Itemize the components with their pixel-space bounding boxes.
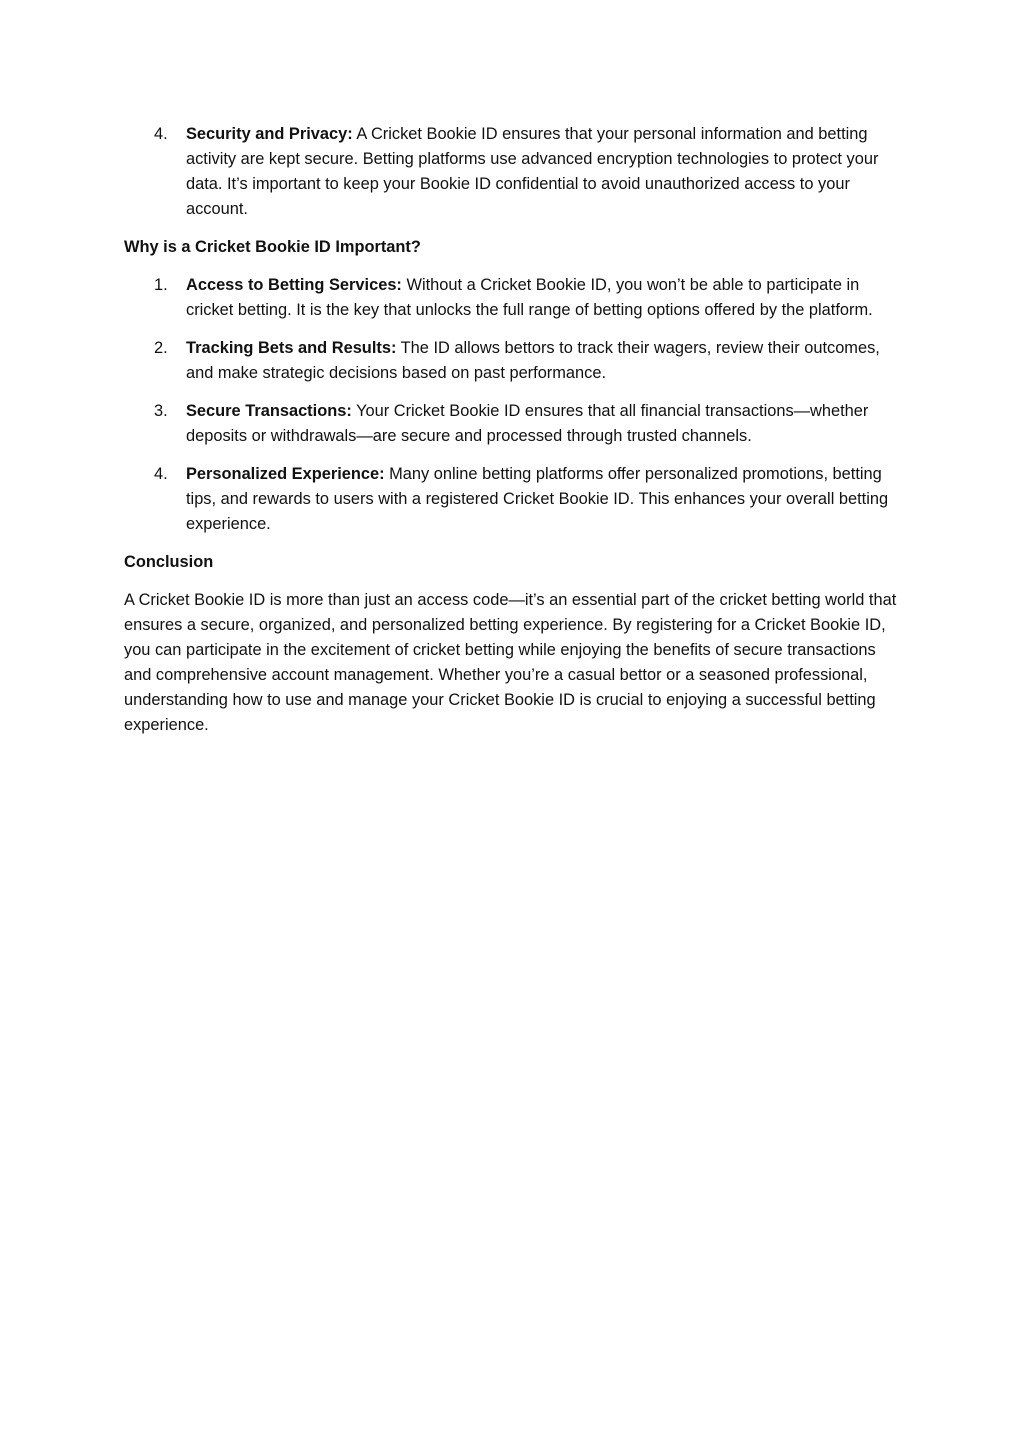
conclusion-paragraph: A Cricket Bookie ID is more than just an access code—it’s an essential part of the cricket betting world that ensures a secure, organized, and personalized betting experience. By registering for a Cricket Bookie ID, you can participate in the excitement of cricket betting while enjoying the benefits of secure transactions and comprehensive account management. Whether you’re a casual bettor or a seasoned professional, understanding how to use and manage your Cricket Bookie ID is crucial to enjoying a successful betting experience. xyxy=(124,591,897,734)
list-number: 4. xyxy=(154,125,168,143)
list-item-title: Secure Transactions: xyxy=(186,402,352,420)
list-item xyxy=(124,122,899,222)
list-item-title: Tracking Bets and Results: xyxy=(186,339,397,357)
list-item-text: Without a Cricket Bookie ID, you won’t be able to participate in cricket betting. It is the key that unlocks the full range of betting options offered by the platform. xyxy=(186,276,873,319)
section-heading-why: Why is a Cricket Bookie ID Important? xyxy=(124,238,421,256)
list-item-title: Personalized Experience: xyxy=(186,465,385,483)
section-heading-conclusion: Conclusion xyxy=(124,553,214,571)
list-number: 1. xyxy=(154,276,168,294)
list-item-title: Access to Betting Services: xyxy=(186,276,402,294)
list-item-text: The ID allows bettors to track their wagers, review their outcomes, and make strategic decisions based on past performance. xyxy=(186,339,880,382)
list-item-text: Many online betting platforms offer personalized promotions, betting tips, and rewards to users with a registered Cricket Bookie ID. This enhances your overall betting experience. xyxy=(186,465,889,533)
document-page xyxy=(124,122,899,738)
security-list xyxy=(124,122,899,222)
list-item-text: A Cricket Bookie ID ensures that your personal information and betting activity are kept secure. Betting platforms use advanced encryption technologies to protect your data. It’s important to keep your Bookie ID confidential to avoid unauthorized access to your account. xyxy=(186,125,879,218)
list-item xyxy=(124,273,899,323)
list-number: 3. xyxy=(154,402,168,420)
list-item xyxy=(124,399,899,449)
list-number: 2. xyxy=(154,339,168,357)
list-item-title: Security and Privacy: xyxy=(186,125,353,143)
list-item-text: Your Cricket Bookie ID ensures that all financial transactions—whether deposits or withdrawals—are secure and processed through trusted channels. xyxy=(186,402,869,445)
list-item xyxy=(124,336,899,386)
list-item xyxy=(124,462,899,537)
importance-list xyxy=(124,273,899,537)
list-number: 4. xyxy=(154,465,168,483)
